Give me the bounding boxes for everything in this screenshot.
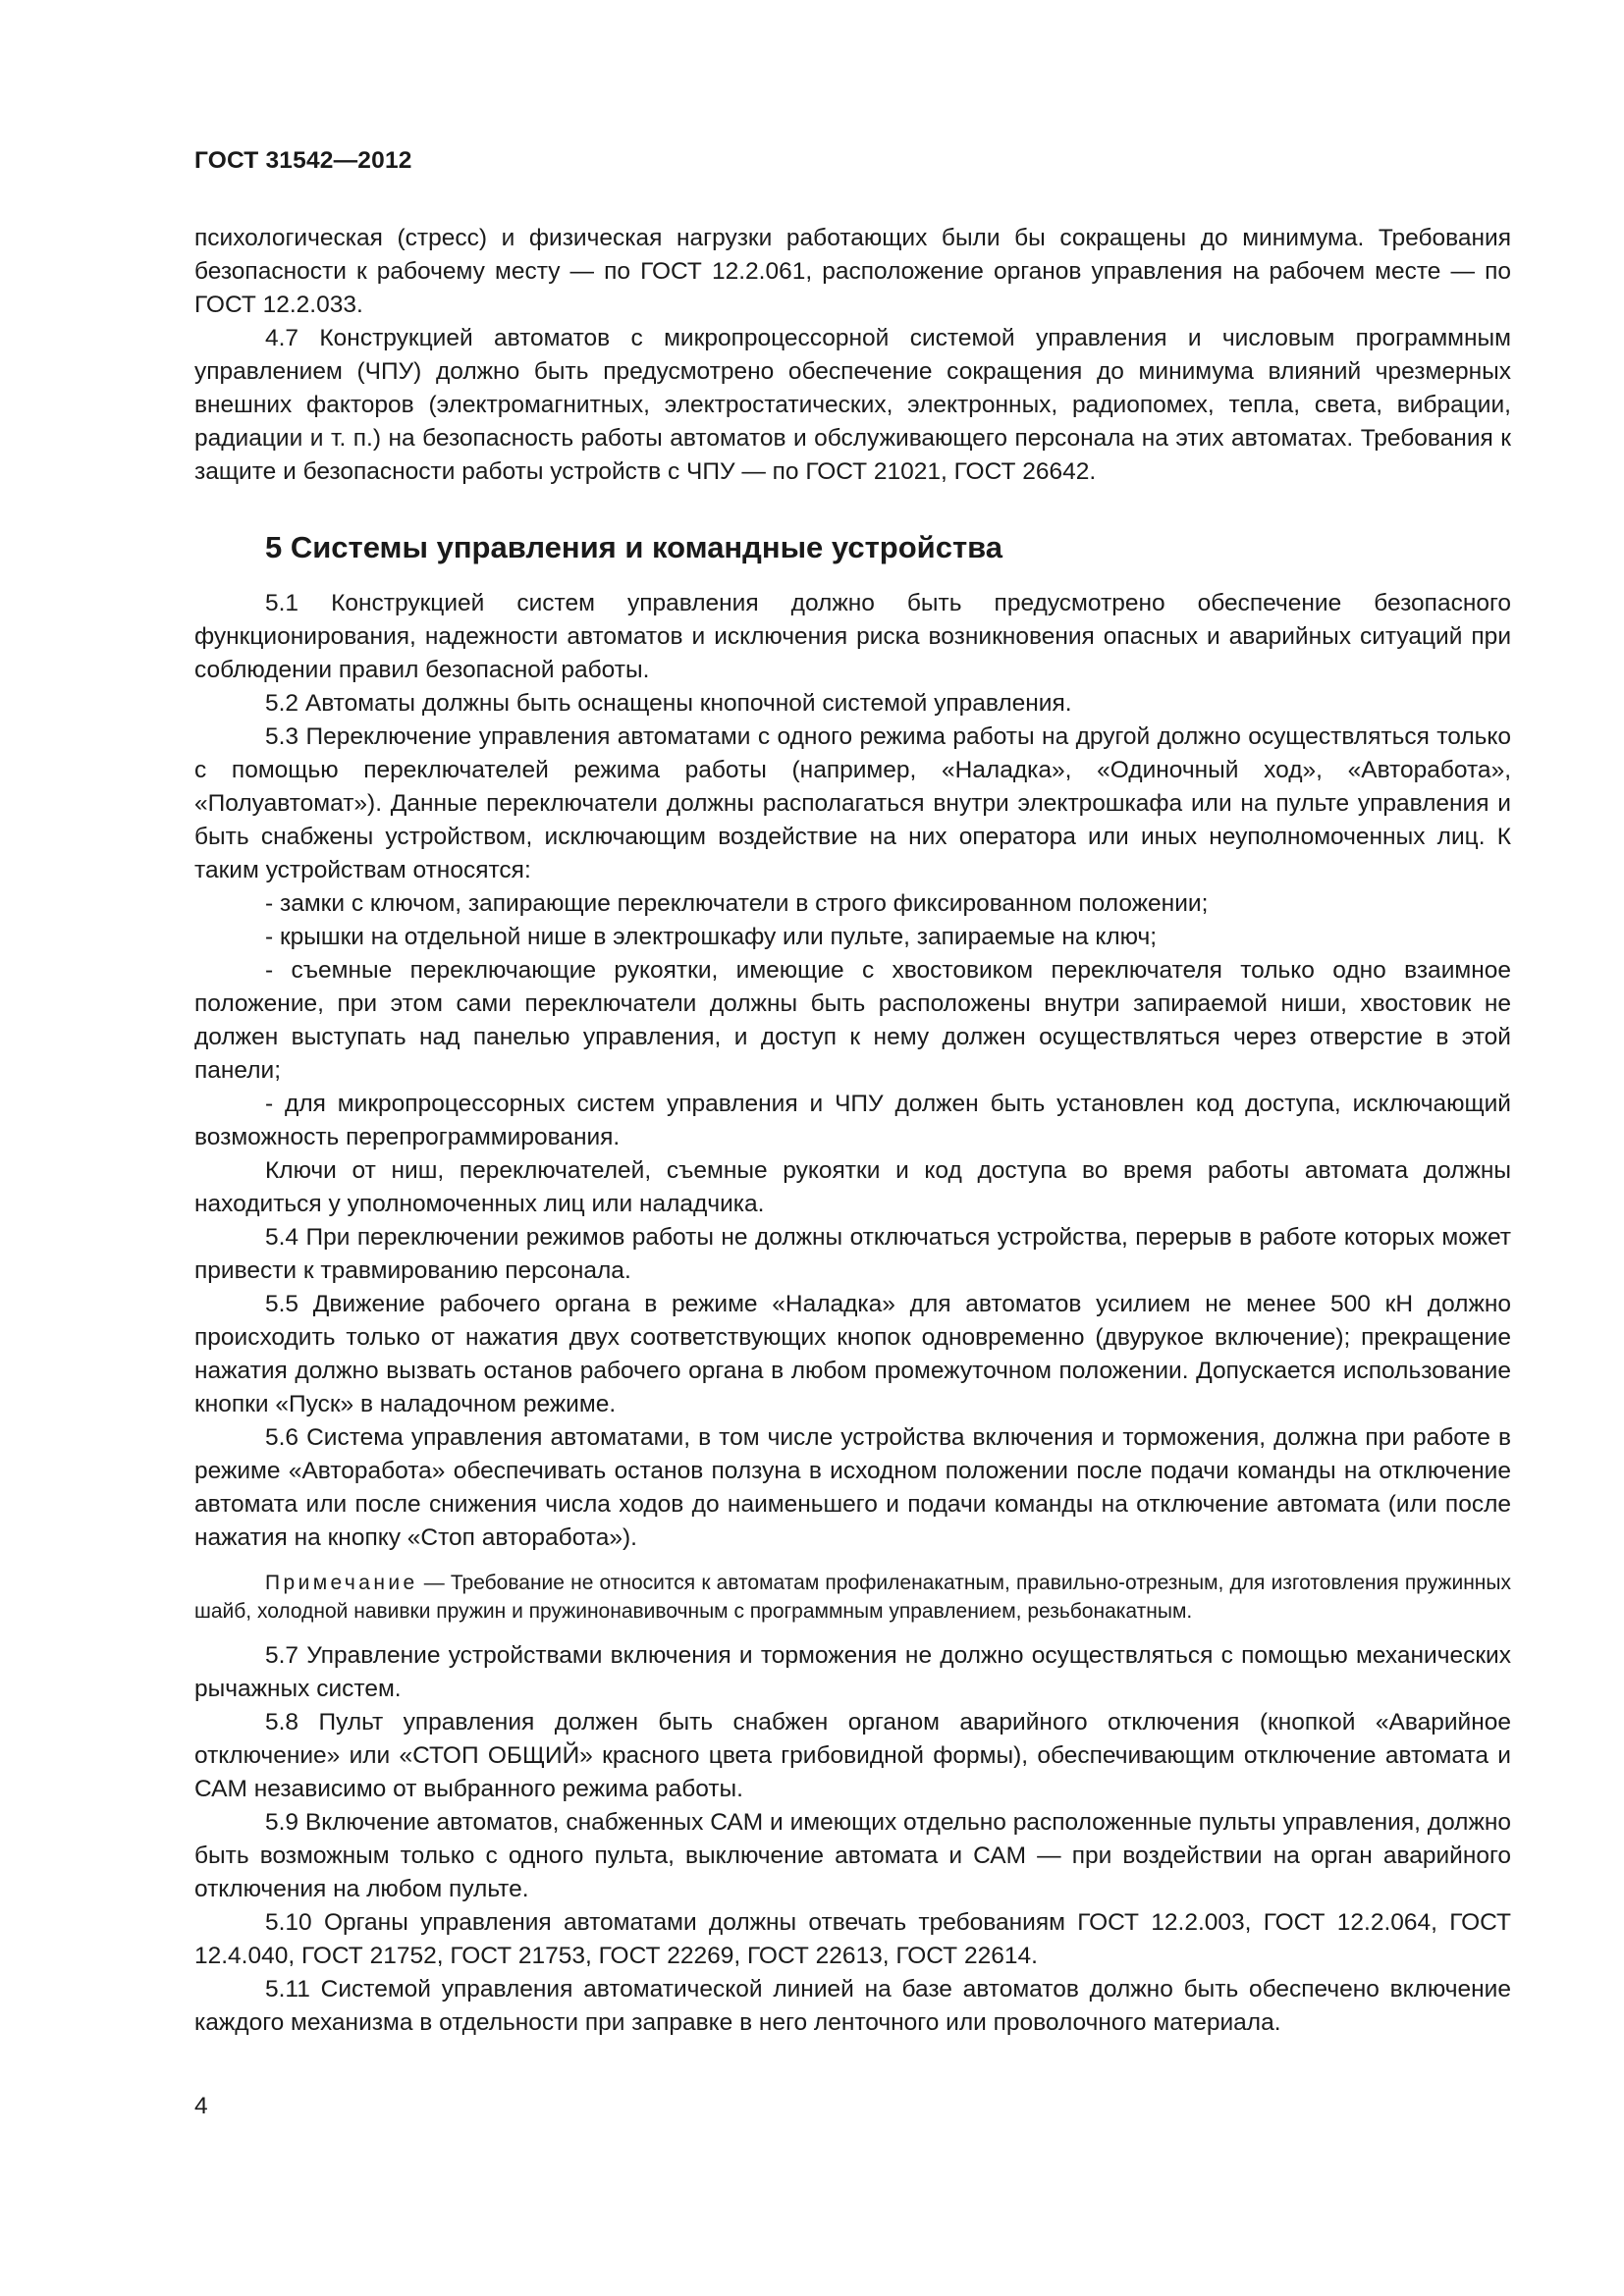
paragraph-keys: Ключи от ниш, переключателей, съемные рукоятки и код доступа во время работы автомата должны находиться у уполномоченных лиц или наладчика. bbox=[194, 1157, 1511, 1217]
section-title: 5 Системы управления и командные устройства bbox=[265, 530, 1003, 564]
note-paragraph bbox=[194, 1569, 1511, 1626]
note-label: Примечание bbox=[265, 1572, 418, 1594]
spacer bbox=[194, 489, 1511, 528]
paragraph-5-9: 5.9 Включение автоматов, снабженных САМ и имеющих отдельно расположенные пульты управления, должно быть возможным только с одного пульта, выключение автомата и САМ — при воздействии на орган аварийного отключения на любом пульте. bbox=[194, 1809, 1511, 1902]
list-item: - съемные переключающие рукоятки, имеющие с хвостовиком переключателя только одно взаимное положение, при этом сами переключатели должны быть расположены внутри запираемой ниши, хвостовик не должен выступать над панелью управления, и доступ к нему должен осуществляться через отверстие в этой панели; bbox=[194, 957, 1511, 1084]
list-item: - замки с ключом, запирающие переключатели в строго фиксированном положении; bbox=[265, 890, 1209, 917]
paragraph-5-8: 5.8 Пульт управления должен быть снабжен органом аварийного отключения (кнопкой «Аварийное отключение» или «СТОП ОБЩИЙ» красного цвета грибовидной формы), обеспечивающим отключение автомата и САМ независимо от выбранного режима работы. bbox=[194, 1709, 1511, 1802]
paragraph-4-7: 4.7 Конструкцией автоматов с микропроцессорной системой управления и числовым программным управлением (ЧПУ) должно быть предусмотрено обеспечение сокращения до минимума влияний чрезмерных внешних факторов (электромагнитных, электростатических, электронных, радиопомех, тепла, света, вибрации, радиации и т. п.) на безопасность работы автоматов и обслуживающего персонала на этих автоматах. Требования к защите и безопасности работы устройств с ЧПУ — по ГОСТ 21021, ГОСТ 26642. bbox=[194, 325, 1511, 485]
spacer bbox=[194, 1555, 1511, 1569]
list-item: - крышки на отдельной нише в электрошкафу или пульте, запираемые на ключ; bbox=[265, 924, 1158, 950]
list-item: - для микропроцессорных систем управления и ЧПУ должен быть установлен код доступа, исключающий возможность перепрограммирования. bbox=[194, 1091, 1511, 1150]
paragraph-continuation: психологическая (стресс) и физическая нагрузки работающих были бы сокращены до минимума. Требования безопасности к рабочему месту — по ГОСТ 12.2.061, расположение органов управления на рабочем месте — по ГОСТ 12.2.033. bbox=[194, 225, 1511, 318]
note-text: — Требование не относится к автоматам профиленакатным, правильно-отрезным, для изготовления пружинных шайб, холодной навивки пружин и пружинонавивочным с программным управлением, резьбонакатным. bbox=[194, 1572, 1511, 1623]
standard-header: ГОСТ 31542—2012 bbox=[194, 147, 412, 174]
paragraph-5-1: 5.1 Конструкцией систем управления должно быть предусмотрено обеспечение безопасного функционирования, надежности автоматов и исключения риска возникновения опасных и аварийных ситуаций при соблюдении правил безопасной работы. bbox=[194, 590, 1511, 683]
spacer bbox=[194, 567, 1511, 587]
spacer bbox=[194, 1626, 1511, 1639]
page-content bbox=[194, 222, 1511, 2040]
paragraph-5-5: 5.5 Движение рабочего органа в режиме «Наладка» для автоматов усилием не менее 500 кН должно происходить только от нажатия двух соответствующих кнопок одновременно (двурукое включение); прекращение нажатия должно вызвать останов рабочего органа в любом промежуточном положении. Допускается использование кнопки «Пуск» в наладочном режиме. bbox=[194, 1291, 1511, 1417]
paragraph-5-4: 5.4 При переключении режимов работы не должны отключаться устройства, перерыв в работе которых может привести к травмированию персонала. bbox=[194, 1224, 1511, 1284]
paragraph-5-10: 5.10 Органы управления автоматами должны отвечать требованиям ГОСТ 12.2.003, ГОСТ 12.2.064, ГОСТ 12.4.040, ГОСТ 21752, ГОСТ 21753, ГОСТ 22269, ГОСТ 22613, ГОСТ 22614. bbox=[194, 1909, 1511, 1969]
paragraph-5-3: 5.3 Переключение управления автоматами с одного режима работы на другой должно осуществляться только с помощью переключателей режима работы (например, «Наладка», «Одиночный ход», «Авторабота», «Полуавтомат»). Данные переключатели должны располагаться внутри электрошкафа или на пульте управления и быть снабжены устройством, исключающим воздействие на них оператора или иных неуполномоченных лиц. К таким устройствам относятся: bbox=[194, 723, 1511, 883]
paragraph-5-7: 5.7 Управление устройствами включения и торможения не должно осуществляться с помощью механических рычажных систем. bbox=[194, 1642, 1511, 1702]
paragraph-5-2: 5.2 Автоматы должны быть оснащены кнопочной системой управления. bbox=[265, 690, 1072, 717]
paragraph-5-11: 5.11 Системой управления автоматической линией на базе автоматов должно быть обеспечено включение каждого механизма в отдельности при заправке в него ленточного или проволочного материала. bbox=[194, 1976, 1511, 2036]
page-number: 4 bbox=[194, 2093, 208, 2119]
paragraph-5-6: 5.6 Система управления автоматами, в том числе устройства включения и торможения, должна при работе в режиме «Авторабота» обеспечивать останов ползуна в исходном положении после подачи команды на отключение автомата или после снижения числа ходов до наименьшего и подачи команды на отключение автомата (или после нажатия на кнопку «Стоп авторабота»). bbox=[194, 1424, 1511, 1551]
